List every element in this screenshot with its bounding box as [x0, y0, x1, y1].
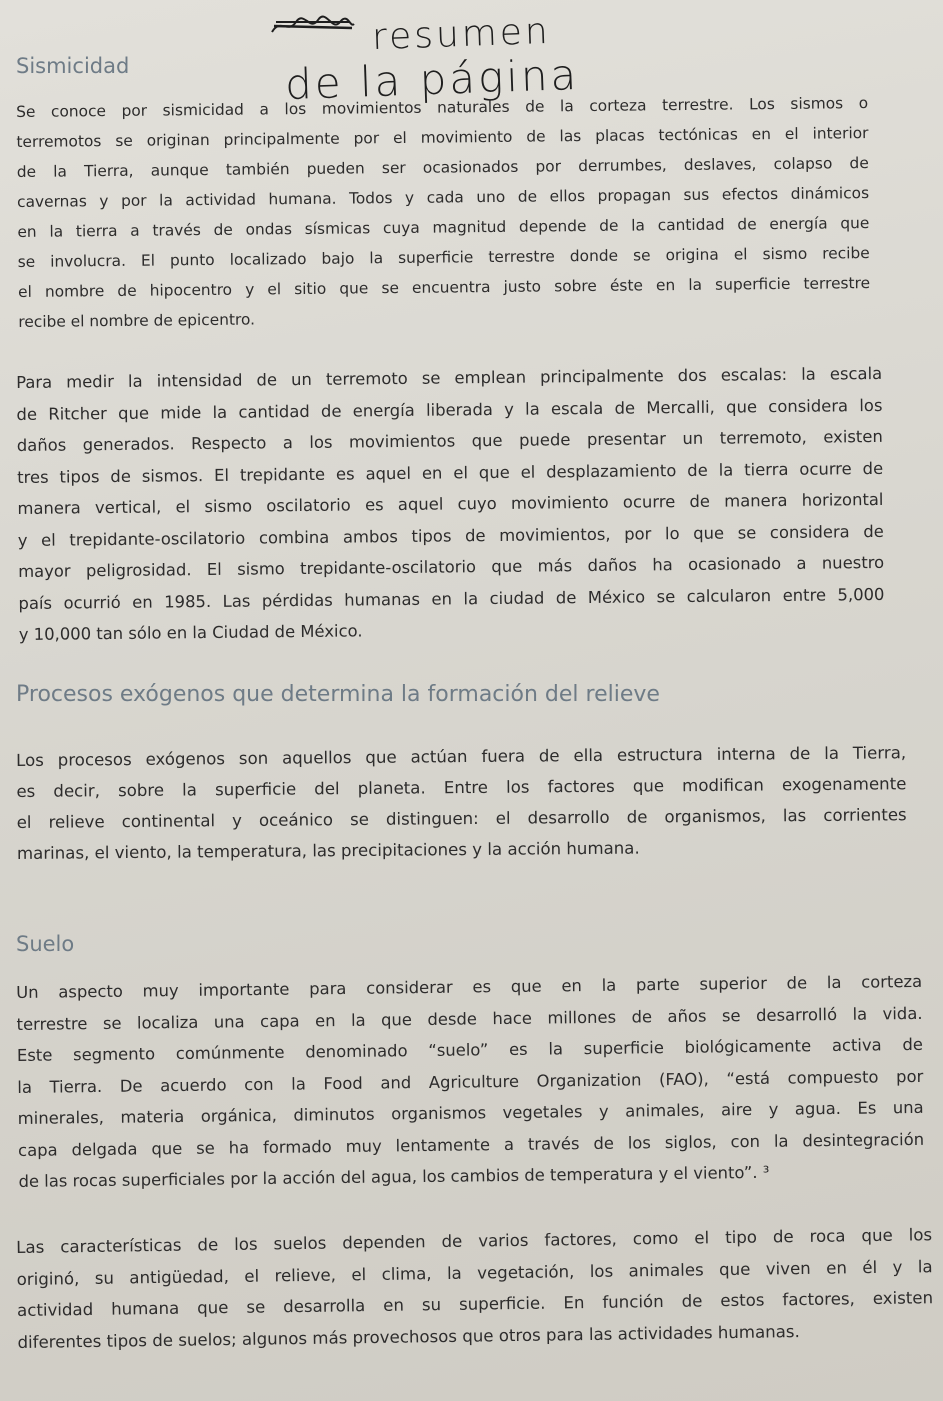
handwritten-note-line2: de la página: [284, 49, 580, 110]
text-line: minerales, materia orgánica, diminutos organismos vegetales y animales, aire y agua. Es una: [17, 1097, 924, 1128]
text-line: Para medir la intensidad de un terremoto se emplean principalmente dos escalas: la escala: [16, 363, 883, 392]
text-line: de la Tierra, aunque también pueden ser ocasionados por derrumbes, deslaves, colapso de: [16, 154, 869, 181]
text-line: la Tierra. De acuerdo con la Food and Agriculture Organization (FAO), “está compuesto por: [17, 1066, 924, 1097]
text-line: manera vertical, el sismo oscilatorio es aquel cuyo movimiento ocurre de manera horizontal: [17, 489, 884, 518]
text-line: es decir, sobre la superficie del planeta. Entre los factores que modifican exogenamente: [16, 774, 907, 801]
crossed-out-scribble: [270, 14, 356, 38]
section-heading-sismicidad: Sismicidad: [16, 54, 130, 78]
text-line: Un aspecto muy importante para considerar es que en la parte superior de la corteza: [16, 971, 923, 1002]
text-line: en la tierra a través de ondas sísmicas cuya magnitud depende de la cantidad de energía que: [17, 214, 870, 241]
text-line: mayor peligrosidad. El sismo trepidante-oscilatorio que más daños ha ocasionado a nuestro: [18, 552, 885, 581]
paragraph-procesos-1: [16, 737, 907, 869]
text-line: cavernas y por la actividad humana. Todos y cada uno de ellos propagan sus efectos dinámicos: [17, 184, 870, 211]
text-line: y 10,000 tan sólo en la Ciudad de México.: [18, 621, 363, 644]
text-line: tres tipos de sismos. El trepidante es aquel en el que el desplazamiento de la tierra ocurre de: [17, 458, 884, 487]
text-line: terrestre se localiza una capa en la que desde hace millones de años se desarrolló la vida.: [16, 1003, 923, 1034]
text-line: se involucra. El punto localizado bajo la superficie terrestre donde se origina el sismo recibe: [17, 244, 870, 271]
paragraph-sismicidad-2: [16, 358, 885, 651]
paragraph-suelo-1: [16, 966, 925, 1198]
text-line: actividad humana que se desarrolla en su superficie. En función de estos factores, existen: [16, 1288, 934, 1320]
text-line: Se conoce por sismicidad a los movimientos naturales de la corteza terrestre. Los sismos o: [16, 94, 869, 121]
text-line: el nombre de hipocentro y el sitio que se encuentra justo sobre éste en la superficie terrestre: [17, 274, 871, 301]
text-line: originó, su antigüedad, el relieve, el clima, la vegetación, los animales que viven en él y la: [16, 1256, 933, 1289]
section-heading-procesos: Procesos exógenos que determina la formación del relieve: [16, 682, 660, 707]
text-line: daños generados. Respecto a los movimientos que puede presentar un terremoto, existen: [16, 426, 883, 455]
text-line: capa delgada que se ha formado muy lentamente a través de los siglos, con la desintegración: [17, 1129, 925, 1160]
text-line: diferentes tipos de suelos; algunos más provechosos que otros para las actividades humanas.: [17, 1321, 800, 1352]
text-line: recibe el nombre de epicentro.: [18, 310, 256, 331]
text-line: de las rocas superficiales por la acción del agua, los cambios de temperatura y el viento”. ³: [18, 1162, 770, 1191]
paragraph-sismicidad-1: [16, 88, 870, 337]
text-line: Las características de los suelos dependen de varios factores, como el tipo de roca que los: [16, 1225, 933, 1257]
text-line: Este segmento comúnmente denominado “suelo” es la superficie biológicamente activa de: [16, 1034, 924, 1065]
handwritten-note-line1: resumen: [371, 10, 552, 59]
text-line: país ocurrió en 1985. Las pérdidas humanas en la ciudad de México se calcularon entre 5,000: [18, 584, 885, 613]
text-line: el relieve continental y oceánico se distinguen: el desarrollo de organismos, las corrientes: [16, 805, 907, 832]
text-line: marinas, el viento, la temperatura, las precipitaciones y la acción humana.: [16, 838, 640, 863]
section-heading-suelo: Suelo: [16, 932, 75, 956]
text-line: terremotos se originan principalmente por el movimiento de las placas tectónicas en el interior: [16, 124, 869, 151]
text-line: Los procesos exógenos son aquellos que actúan fuera de ella estructura interna de la Tierra,: [16, 743, 907, 770]
paragraph-suelo-2: [16, 1219, 934, 1358]
text-line: y el trepidante-oscilatorio combina ambos tipos de movimientos, por lo que se considera de: [17, 521, 884, 550]
text-line: de Ritcher que mide la cantidad de energía liberada y la escala de Mercalli, que considera los: [16, 395, 883, 424]
